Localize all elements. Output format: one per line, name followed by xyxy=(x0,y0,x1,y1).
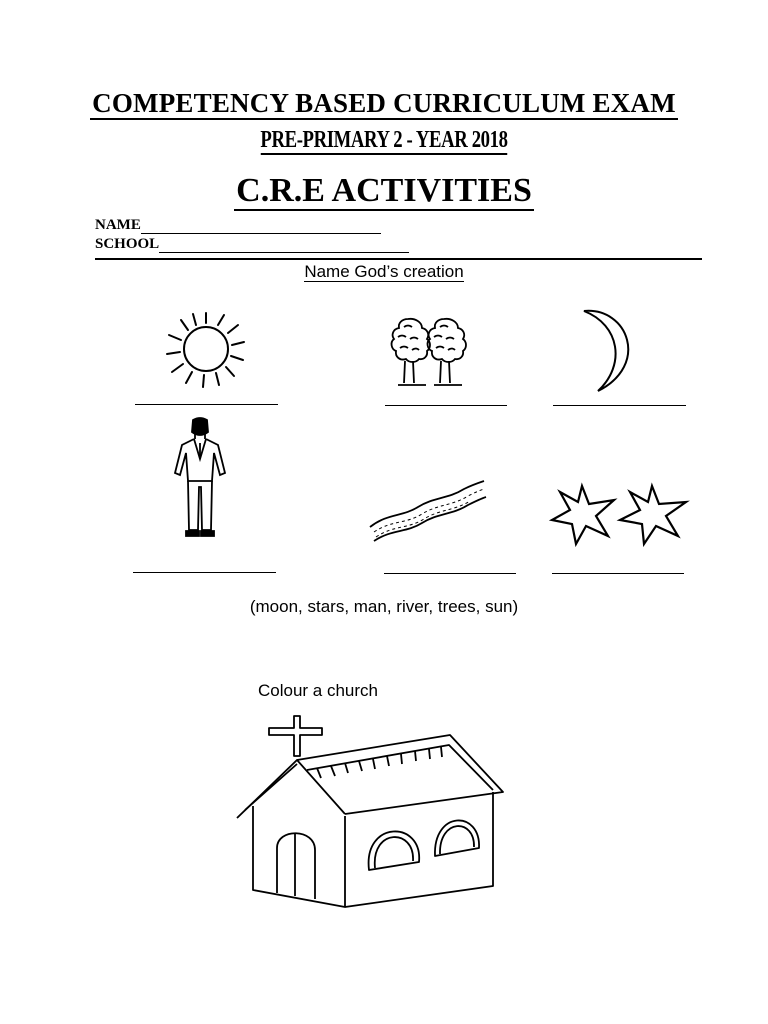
header-divider xyxy=(95,258,702,260)
activity1-heading: Name God’s creation xyxy=(304,262,464,281)
name-label: NAME xyxy=(95,217,141,233)
trees-icon xyxy=(388,315,468,390)
school-line[interactable] xyxy=(159,240,409,253)
answer-line-moon[interactable] xyxy=(553,405,686,406)
word-bank: (moon, stars, man, river, trees, sun) xyxy=(249,597,519,616)
name-line[interactable] xyxy=(141,221,381,234)
answer-line-sun[interactable] xyxy=(135,404,278,405)
stars-icon xyxy=(548,484,693,546)
church-icon[interactable] xyxy=(235,710,510,910)
river-icon xyxy=(368,477,488,547)
answer-line-man[interactable] xyxy=(133,572,276,573)
subject-title: C.R.E ACTIVITIES xyxy=(236,172,532,209)
sun-icon xyxy=(162,311,252,391)
school-label: SCHOOL xyxy=(95,236,160,252)
man-icon xyxy=(170,415,230,540)
name-field[interactable] xyxy=(95,217,381,234)
school-field[interactable] xyxy=(95,236,409,253)
activity2-heading: Colour a church xyxy=(258,681,379,700)
exam-title: COMPETENCY BASED CURRICULUM EXAM xyxy=(92,88,676,118)
answer-line-trees[interactable] xyxy=(385,405,507,406)
moon-icon xyxy=(578,305,648,395)
exam-level: PRE-PRIMARY 2 - YEAR 2018 xyxy=(260,127,508,153)
answer-line-river[interactable] xyxy=(384,573,516,574)
answer-line-stars[interactable] xyxy=(552,573,684,574)
